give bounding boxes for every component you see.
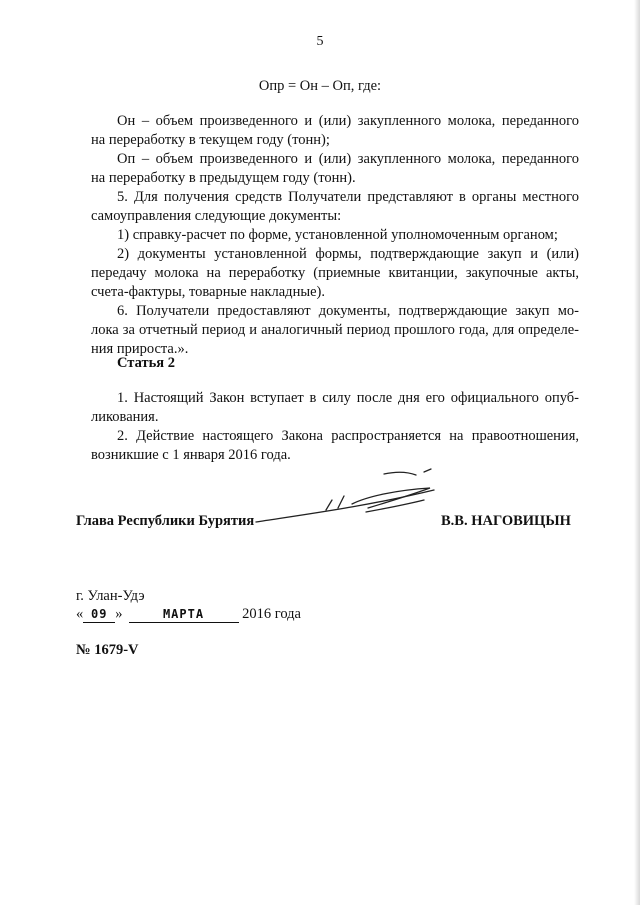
date-day: 09 xyxy=(83,607,115,623)
definitions-block xyxy=(91,112,579,359)
page-number: 5 xyxy=(316,34,324,49)
formula: Опр = Он – Оп, где: xyxy=(258,78,382,94)
item6-line1: 6. Получатели предоставляют документы, подтверждающие закуп мо- xyxy=(117,303,579,319)
item6-line3: ния прироста.». xyxy=(91,341,189,357)
item6-line2: лока за отчетный период и аналогичный период прошлого года, для определе- xyxy=(91,322,579,338)
item5-line2: самоуправления следующие документы: xyxy=(91,208,342,224)
date-open-quote: « xyxy=(76,606,84,622)
item5-line1: 5. Для получения средств Получатели представляют в органы местного xyxy=(117,189,579,205)
law-number: № 1679-V xyxy=(76,642,139,658)
article2-p2-line1: 2. Действие настоящего Закона распространяется на правоотношения, xyxy=(117,428,579,444)
place-city: г. Улан-Удэ xyxy=(76,588,145,604)
article-heading: Статья 2 xyxy=(117,355,175,371)
page-edge-shadow xyxy=(634,0,640,905)
signatory-name: В.В. НАГОВИЦЫН xyxy=(441,513,571,529)
handwritten-signature xyxy=(248,466,448,528)
item5-sub1: 1) справку-расчет по форме, установленной уполномоченным органом; xyxy=(117,227,558,243)
signing-date xyxy=(76,606,301,623)
article2-p1-line1: 1. Настоящий Закон вступает в силу после дня его официального опуб- xyxy=(117,390,579,406)
item5-sub2-line3: счета-фактуры, товарные накладные). xyxy=(91,284,325,300)
date-close-quote: » xyxy=(115,606,123,622)
signatory-title: Глава Республики Бурятия xyxy=(76,513,255,529)
article2-block xyxy=(91,389,579,465)
definition-on-line2: на переработку в текущем году (тонн); xyxy=(91,132,330,148)
definition-op-line1: Оп – объем произведенного и (или) закупленного молока, переданного xyxy=(117,151,579,167)
date-month: МАРТА xyxy=(129,607,239,623)
item5-sub2-line2: передачу молока на переработку (приемные квитанции, закупочные акты, xyxy=(91,265,579,281)
item5-sub2-line1: 2) документы установленной формы, подтверждающие закуп и (или) xyxy=(117,246,579,262)
article2-p2-line2: возникшие с 1 января 2016 года. xyxy=(91,447,291,463)
definition-on-line1: Он – объем произведенного и (или) закупленного молока, переданного xyxy=(117,113,579,129)
definition-op-line2: на переработку в предыдущем году (тонн). xyxy=(91,170,356,186)
article2-p1-line2: ликования. xyxy=(91,409,159,425)
date-year: 2016 года xyxy=(242,606,301,622)
